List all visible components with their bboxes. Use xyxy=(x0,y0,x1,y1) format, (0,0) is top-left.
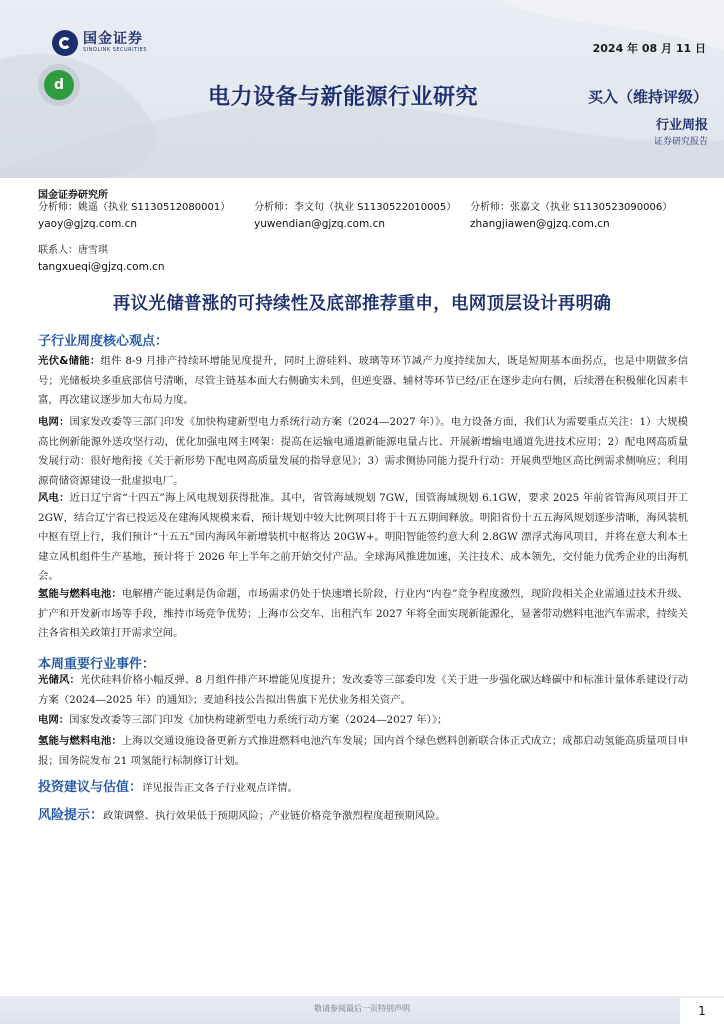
grid-text: 国家发改委等三部门印发《加快构建新型电力系统行动方案（2024—2027 年）》。电力设备方面，我们认为需要重点关注：1）大规模高比例新能源外送攻坚行动，优化加强电网主网架：提高在运输电通道新能源电量占比、开展新增输电通道先进技术应用；2）配电网高质量发展行动：很好地衔接《关于新形势下配电网高质量发展的指导意见》；3）需求侧协同能力提升行动：开展典型地区高比例需求侧响应；利用源荷储资源建设一批虚拟电厂。 xyxy=(38,416,688,487)
wind-paragraph xyxy=(38,489,688,587)
brand-name-cn: 国金证券 xyxy=(83,31,143,47)
report-date: 2024 年 08 月 11 日 xyxy=(592,42,706,55)
report-type: 行业周报 xyxy=(655,118,708,133)
footer-disclaimer: 敬请参阅最后一页特别声明 xyxy=(314,1004,410,1013)
event-grid-text: 国家发改委等三部门印发《加快构建新型电力系统行动方案（2024—2027 年）》； xyxy=(69,714,448,726)
pv-storage-label: 光伏&储能： xyxy=(38,355,101,367)
event-pv-paragraph xyxy=(38,671,688,710)
analyst-email[interactable]: yaoy@gjzq.com.cn xyxy=(38,218,138,230)
analyst-info: 分析师：张嘉文（执业 S1130523090006） xyxy=(470,202,673,213)
hydrogen-paragraph xyxy=(38,585,688,644)
analyst-email[interactable]: yuwendian@gjzq.com.cn xyxy=(254,218,386,230)
event-grid-label: 电网： xyxy=(38,714,70,726)
analyst-info: 分析师：李文旬（执业 S1130522010005） xyxy=(254,202,457,213)
event-grid-paragraph xyxy=(38,711,688,731)
wind-label: 风电： xyxy=(38,492,70,504)
report-category: 证券研究报告 xyxy=(653,137,708,147)
hydrogen-label: 氢能与燃料电池： xyxy=(38,588,122,600)
analyst-entry xyxy=(38,200,230,232)
event-pv-text: 光伏硅料价格小幅反弹、8 月组件排产环增能见度提升；发改委等三部委印发《关于进一步强化碳达峰碳中和标准计量体系建设行动方案（2024—2025 年）的通知》；麦迪科技公告拟出售旗下光伏业务相关资产。 xyxy=(38,674,688,706)
event-hydrogen-text: 上海以交通设施设备更新方式推进燃料电池汽车发展；国内首个绿色燃料创新联合体正式成立；成都启动氢能高质量项目申报；国务院发布 21 项氢能行标制修订计划。 xyxy=(38,735,689,767)
event-hydrogen-label: 氢能与燃料电池： xyxy=(38,735,122,747)
rating-badge: 买入（维持评级） xyxy=(587,88,708,106)
analyst-email[interactable]: zhangjiawen@gjzq.com.cn xyxy=(470,218,610,230)
analyst-entry xyxy=(470,200,672,232)
contact-info: 联系人：唐雪琪 xyxy=(38,245,108,256)
grid-label: 电网： xyxy=(38,416,70,428)
risk-warning xyxy=(38,806,688,827)
event-hydrogen-paragraph xyxy=(38,732,688,771)
events-title: 本周重要行业事件： xyxy=(38,657,156,672)
brand-name-en: SINOLINK SECURITIES xyxy=(83,47,147,53)
pv-storage-text: 组件 8-9 月排产持续环增能见度提升，同时上游硅料、玻璃等环节减产力度持续加大，既是短期基本面拐点，也是中期做多信号；光储板块多重底部信号清晰，尽管主链基本面大右侧确实未到，但逆变器、辅材等环节已经/正在逐步走向右侧，后续潜在积极催化因素丰富，再次建议逐步加大布局力度。 xyxy=(38,355,688,406)
risk-text: 政策调整、执行效果低于预期风险；产业链价格竞争激烈程度超预期风险。 xyxy=(103,810,446,822)
report-headline: 再议光储普涨的可持续性及底部推荐重申，电网顶层设计再明确 xyxy=(112,294,612,314)
analyst-entry xyxy=(254,200,456,232)
hydrogen-text: 电解槽产能过剩是伪命题，市场需求仍处于快速增长阶段，行业内“内卷”竞争程度激烈，现阶段相关企业需通过技术升级、扩产和开发新市场等手段，维持市场竞争优势；上海市公交车、出租汽车 2027 年将全面实现新能源化，显著带动燃料电池汽车需求，持续关注各省相关政策打开需求空间。 xyxy=(38,588,688,639)
analyst-info: 分析师：姚遥（执业 S1130512080001） xyxy=(38,202,231,213)
contact-entry xyxy=(38,243,165,275)
grid-paragraph xyxy=(38,413,688,491)
contact-email[interactable]: tangxueqi@gjzq.com.cn xyxy=(38,261,165,273)
pv-storage-paragraph xyxy=(38,352,688,411)
qr-code-icon[interactable] xyxy=(44,70,74,100)
event-pv-label: 光储风： xyxy=(38,674,80,686)
wind-text: 近日辽宁省“十四五”海上风电规划获得批准。其中，省管海域规划 7GW，国管海域规划 6.1GW，要求 2025 年前省管海风项目开工 2GW，结合辽宁省已投运及在建海风规模来看，预计规划中较大比例项目将于十五五期间释放。明阳省份十五五海风规划逐步清晰，海风装机中枢有望上行，我们预计“十五五”国内海风年新增装机中枢将达 20GW+。明阳智能签约意大利 2.8GW 漂浮式海风项目，并将在意大利本土建立风机组件生产基地，预计将于 2026 年上半年之前开始交付产品。全球海风推进加速，关注技术、成本领先，交付能力优秀企业的出海机会。 xyxy=(38,492,688,582)
institution-name: 国金证券研究所 xyxy=(38,190,108,201)
investment-advice xyxy=(38,778,688,799)
qr-glyph: d xyxy=(53,77,65,93)
core-views-title: 子行业周度核心观点： xyxy=(38,334,169,349)
risk-label: 风险提示： xyxy=(38,808,104,823)
brand-logo-icon xyxy=(52,30,78,56)
page-number: 1 xyxy=(680,998,724,1024)
brand-logo xyxy=(52,30,147,56)
report-header xyxy=(0,0,724,178)
investment-text: 详见报告正文各子行业观点详情。 xyxy=(142,782,298,794)
investment-label: 投资建议与估值： xyxy=(38,780,143,795)
industry-title: 电力设备与新能源行业研究 xyxy=(208,85,479,110)
